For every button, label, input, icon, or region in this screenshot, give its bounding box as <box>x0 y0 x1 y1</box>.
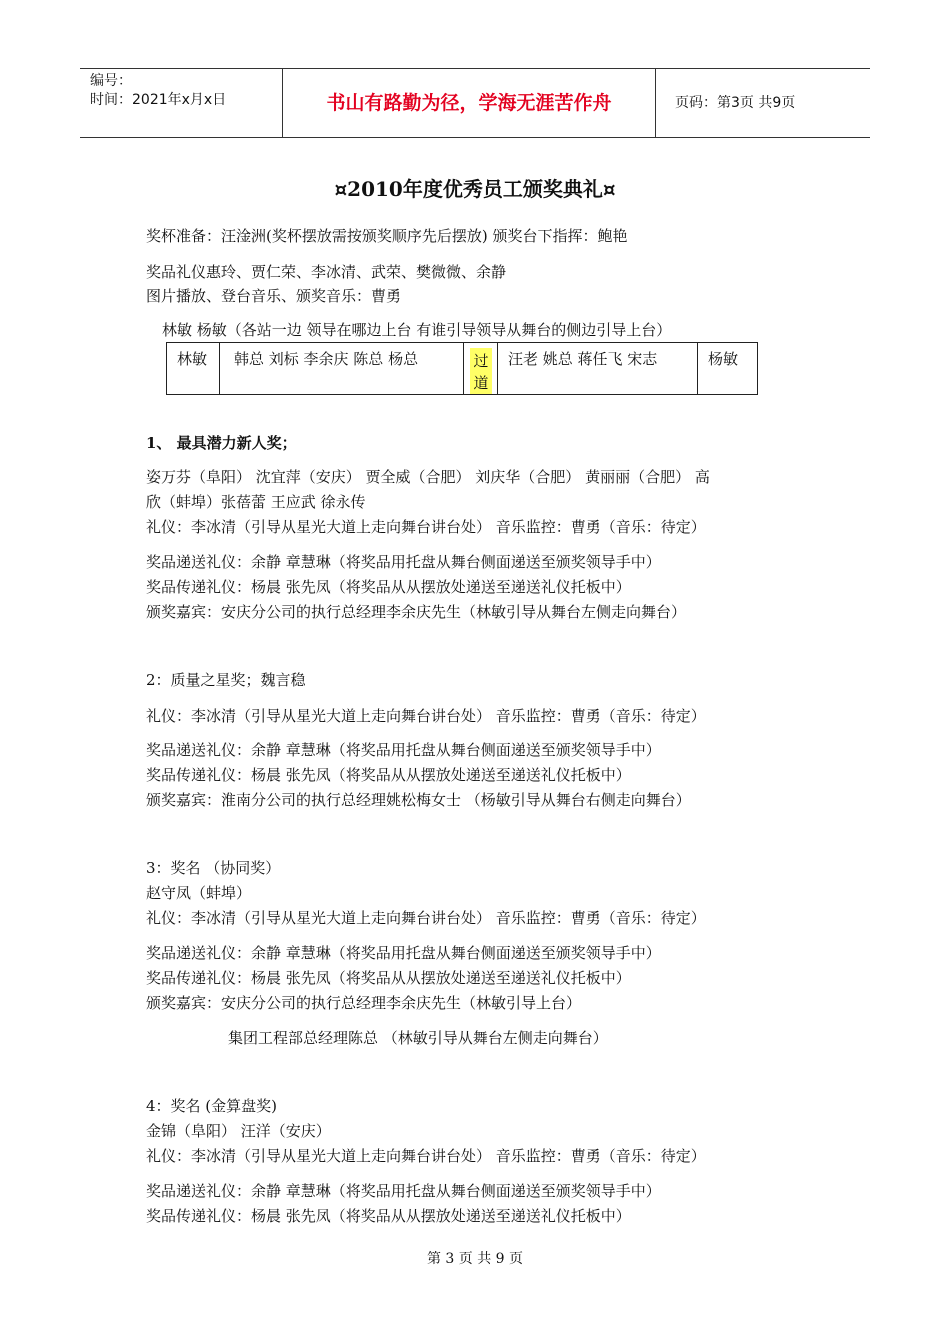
header-motto: 书山有路勤为径，学海无涯苦作舟 <box>282 69 656 137</box>
section-line: 奖品递送礼仪：余静 章慧琳（将奖品用托盘从舞台侧面递送至颁奖领导手中） <box>146 944 661 962</box>
doc-date: 时间：2021年x月x日 <box>90 92 227 108</box>
section-heading: 2：质量之星奖；魏言稳 <box>146 671 306 689</box>
aisle-highlight: 过道 <box>470 348 492 394</box>
section-line: 礼仪：李冰清（引导从星光大道上走向舞台讲台处） 音乐监控：曹勇（音乐：待定） <box>146 707 706 725</box>
stage-cell: 韩总 刘标 李余庆 陈总 杨总 <box>220 343 464 394</box>
section-line: 奖品传递礼仪：杨晨 张先凤（将奖品从从摆放处递送至递送礼仪托板中） <box>146 766 631 784</box>
section-line: 奖品递送礼仪：余静 章慧琳（将奖品用托盘从舞台侧面递送至颁奖领导手中） <box>146 553 661 571</box>
stage-cell: 汪老 姚总 蒋任飞 宋志 <box>498 343 698 394</box>
section-line: 礼仪：李冰清（引导从星光大道上走向舞台讲台处） 音乐监控：曹勇（音乐：待定） <box>146 518 706 536</box>
doc-number: 编号： <box>90 73 132 89</box>
intro-line: 奖杯准备：汪淦洲(奖杯摆放需按颁奖顺序先后摆放) 颁奖台下指挥：鲍艳 <box>146 227 628 245</box>
stage-seating-table <box>166 342 758 395</box>
section-line: 欣（蚌埠）张蓓蕾 王应武 徐永传 <box>146 493 366 511</box>
section-line: 奖品递送礼仪：余静 章慧琳（将奖品用托盘从舞台侧面递送至颁奖领导手中） <box>146 1182 661 1200</box>
intro-line: 奖品礼仪惠玲、贾仁荣、李冰清、武荣、樊微微、余静 <box>146 263 507 281</box>
section-line: 颁奖嘉宾：淮南分公司的执行总经理姚松梅女士 （杨敏引导从舞台右侧走向舞台） <box>146 791 691 809</box>
page-footer: 第 3 页 共 9 页 <box>426 1251 524 1267</box>
section-line: 金锦（阜阳） 汪洋（安庆） <box>146 1122 331 1140</box>
section-line: 赵守凤（蚌埠） <box>146 884 252 902</box>
page-header <box>80 68 870 138</box>
section-line: 奖品递送礼仪：余静 章慧琳（将奖品用托盘从舞台侧面递送至颁奖领导手中） <box>146 741 661 759</box>
page-label: 页码：第3页 共9页 <box>675 95 796 111</box>
stage-cell: 杨敏 <box>708 350 739 368</box>
section-line: 集团工程部总经理陈总 （林敏引导从舞台左侧走向舞台） <box>228 1029 608 1047</box>
section-line: 奖品传递礼仪：杨晨 张先凤（将奖品从从摆放处递送至递送礼仪托板中） <box>146 1207 631 1225</box>
header-page-number <box>665 69 870 137</box>
stage-cell: 林敏 <box>167 343 220 394</box>
section-line: 颁奖嘉宾：安庆分公司的执行总经理李余庆先生（林敏引导从舞台左侧走向舞台） <box>146 603 687 621</box>
section-heading: 1、 最具潜力新人奖； <box>146 434 297 452</box>
section-heading: 3：奖名 （协同奖） <box>146 859 281 877</box>
document-title: ¤2010年度优秀员工颁奖典礼¤ <box>334 177 616 201</box>
intro-line: 林敏 杨敏（各站一边 领导在哪边上台 有谁引导领导从舞台的侧边引导上台） <box>162 321 672 339</box>
section-line: 礼仪：李冰清（引导从星光大道上走向舞台讲台处） 音乐监控：曹勇（音乐：待定） <box>146 909 706 927</box>
section-heading: 4：奖名 (金算盘奖) <box>146 1097 278 1115</box>
intro-line: 图片播放、登台音乐、颁奖音乐：曹勇 <box>146 287 402 305</box>
stage-aisle-cell <box>464 343 498 394</box>
section-line: 颁奖嘉宾：安庆分公司的执行总经理李余庆先生（林敏引导上台） <box>146 994 582 1012</box>
section-line: 奖品传递礼仪：杨晨 张先凤（将奖品从从摆放处递送至递送礼仪托板中） <box>146 578 631 596</box>
section-line: 奖品传递礼仪：杨晨 张先凤（将奖品从从摆放处递送至递送礼仪托板中） <box>146 969 631 987</box>
section-line: 礼仪：李冰清（引导从星光大道上走向舞台讲台处） 音乐监控：曹勇（音乐：待定） <box>146 1147 706 1165</box>
section-line: 姿万芬（阜阳） 沈宜萍（安庆） 贾全威（合肥） 刘庆华（合肥） 黄丽丽（合肥） 高 <box>146 468 710 486</box>
header-meta <box>80 69 282 137</box>
